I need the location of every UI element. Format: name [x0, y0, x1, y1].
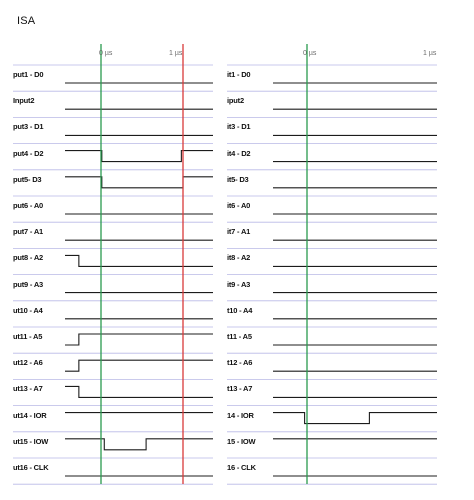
signal-label: 15 - IOW [227, 436, 256, 446]
signal-trace [65, 255, 213, 266]
signal-label: ut11 - A5 [13, 332, 43, 341]
time-label-1us: 1 µs [169, 50, 183, 57]
signal-label: it3 - D1 [227, 122, 251, 132]
signal-trace [65, 334, 213, 345]
signal-trace [273, 413, 437, 424]
signal-label: t13 - A7 [227, 384, 253, 394]
waveform-panel-left [13, 44, 214, 484]
signal-label: put1 - D0 [13, 70, 44, 79]
signal-label: ut10 - A4 [13, 305, 43, 315]
signal-label: it8 - A2 [227, 253, 251, 263]
signal-label: put7 - A1 [13, 227, 44, 237]
waveform-panel-right [227, 44, 439, 484]
signal-trace [65, 386, 213, 397]
signal-label: 14 - IOR [227, 410, 254, 420]
signal-label: put3 - D1 [13, 122, 44, 132]
signal-label: put6 - A0 [13, 201, 44, 210]
signal-label: it5- D3 [227, 174, 249, 184]
signal-label: it9 - A3 [227, 279, 251, 289]
page-title: ISA [17, 15, 36, 27]
signal-label: it1 - D0 [227, 70, 251, 79]
signal-trace [65, 360, 213, 371]
signal-label: put4 - D2 [13, 148, 44, 158]
time-label-0us: 0 µs [303, 50, 317, 57]
signal-label: ut15 - IOW [13, 436, 49, 446]
signal-label: ut12 - A6 [13, 358, 43, 368]
signal-label: put9 - A3 [13, 279, 44, 289]
signal-label: 16 - CLK [227, 463, 256, 472]
signal-label: t10 - A4 [227, 305, 253, 315]
signal-label: t11 - A5 [227, 332, 252, 341]
signal-label: put5- D3 [13, 174, 42, 184]
signal-label: it7 - A1 [227, 227, 251, 237]
signal-label: ut13 - A7 [13, 384, 43, 394]
signal-trace [65, 177, 213, 188]
time-label-0us: 0 µs [99, 50, 113, 57]
signal-trace [65, 439, 213, 450]
waveform-canvas-right [227, 44, 439, 484]
signal-label: iput2 [227, 96, 244, 106]
signal-label: put8 - A2 [13, 253, 44, 263]
signal-label: t12 - A6 [227, 358, 253, 368]
signal-trace [65, 151, 213, 162]
time-label-1us: 1 µs [423, 50, 437, 57]
signal-label: it4 - D2 [227, 148, 251, 158]
signal-label: ut14 - IOR [13, 410, 47, 420]
signal-label: it6 - A0 [227, 201, 251, 210]
signal-label: ut16 - CLK [13, 463, 49, 472]
signal-label: Input2 [13, 96, 35, 106]
